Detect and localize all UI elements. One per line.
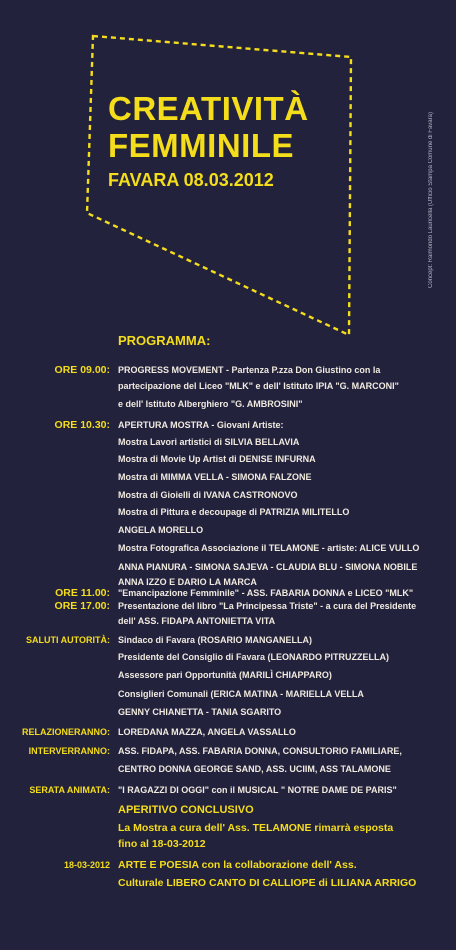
program-row-text: ANNA IZZO E DARIO LA MARCA — [118, 577, 257, 587]
program-row-text: Mostra Fotografica Associazione il TELAMONE - artiste: ALICE VULLO — [118, 543, 420, 553]
program-row-text: GENNY CHIANETTA - TANIA SGARITO — [118, 707, 282, 717]
program-row-text: LOREDANA MAZZA, ANGELA VASSALLO — [118, 727, 296, 737]
program-row-label: 18-03-2012 — [63, 860, 110, 870]
program-row-label: ORE 11.00: — [55, 587, 110, 599]
program-row-text: "I RAGAZZI DI OGGI" con il MUSICAL " NOTRE DAME DE PARIS" — [118, 785, 397, 795]
program-row-text: Consiglieri Comunali (ERICA MATINA - MARIELLA VELLA — [118, 689, 364, 699]
place-date: FAVARA 08.03.2012 — [108, 170, 274, 190]
program-row-label: ORE 09.00: — [54, 364, 110, 376]
program-row-text: ASS. FIDAPA, ASS. FABARIA DONNA, CONSULTORIO FAMILIARE, — [118, 746, 402, 756]
program-row-text: Mostra di MIMMA VELLA - SIMONA FALZONE — [118, 472, 312, 482]
program-row-text: La Mostra a cura dell' Ass. TELAMONE rimarrà esposta — [118, 822, 394, 834]
program-row-text: Mostra di Pittura e decoupage di PATRIZIA MILITELLO — [118, 507, 350, 517]
title-line-2: FEMMINILE — [108, 127, 294, 164]
program-row-text: fino al 18-03-2012 — [118, 838, 206, 850]
program-row-text: CENTRO DONNA GEORGE SAND, ASS. UCIIM, ASS TALAMONE — [118, 764, 391, 774]
program-row-text: partecipazione del Liceo "MLK" e dell' Istituto IPIA "G. MARCONI" — [118, 381, 399, 391]
program-heading: PROGRAMMA: — [118, 333, 211, 348]
program-row-text: Presentazione del libro "La Principessa Triste" - a cura del Presidente — [118, 601, 417, 611]
program-row-label: ORE 10.30: — [54, 419, 110, 431]
program-row-label: INTERVERRANNO: — [28, 746, 110, 756]
program-row-text: Mostra Lavori artistici di SILVIA BELLAVIA — [118, 437, 300, 447]
program-row-text: Assessore pari Opportunità (MARILÌ CHIAPPARO) — [118, 670, 332, 680]
program-row-text: APERITIVO CONCLUSIVO — [118, 804, 254, 816]
concept-credit: Concept: Raimondo Lauricella (Ufficio Stampa Comune di Favara) — [428, 112, 434, 288]
program-row-text: Presidente del Consiglio di Favara (LEONARDO PITRUZZELLA) — [118, 652, 390, 662]
program-row-text: ARTE E POESIA con la collaborazione dell' Ass. — [118, 859, 357, 871]
program-row-text: APERTURA MOSTRA - Giovani Artiste: — [118, 420, 284, 430]
program-row-text: Mostra di Movie Up Artist di DENISE INFURNA — [118, 454, 316, 464]
program-row-label: ORE 17.00: — [54, 600, 110, 612]
program-row-text: PROGRESS MOVEMENT - Partenza P.zza Don Giustino con la — [118, 365, 381, 375]
program-row-text: ANGELA MORELLO — [118, 525, 204, 535]
program-row-text: "Emancipazione Femminile" - ASS. FABARIA DONNA e LICEO "MLK" — [118, 588, 414, 598]
program-row-text: Culturale LIBERO CANTO DI CALLIOPE di LILIANA ARRIGO — [118, 877, 417, 889]
program-row-text: dell' ASS. FIDAPA ANTONIETTA VITA — [118, 616, 276, 626]
program-row-text: Mostra di Gioielli di IVANA CASTRONOVO — [118, 490, 298, 500]
program-row-text: ANNA PIANURA - SIMONA SAJEVA - CLAUDIA BLU - SIMONA NOBILE — [118, 562, 418, 572]
program-row-text: e dell' Istituto Alberghiero "G. AMBROSINI" — [118, 399, 303, 409]
program-row-label: RELAZIONERANNO: — [22, 727, 110, 737]
program-row-label: SERATA ANIMATA: — [29, 785, 110, 795]
title-line-1: CREATIVITÀ — [108, 90, 309, 127]
poster-title — [108, 92, 309, 189]
program-row-text: Sindaco di Favara (ROSARIO MANGANELLA) — [118, 635, 313, 645]
program-row-label: SALUTI AUTORITÀ: — [26, 635, 110, 645]
